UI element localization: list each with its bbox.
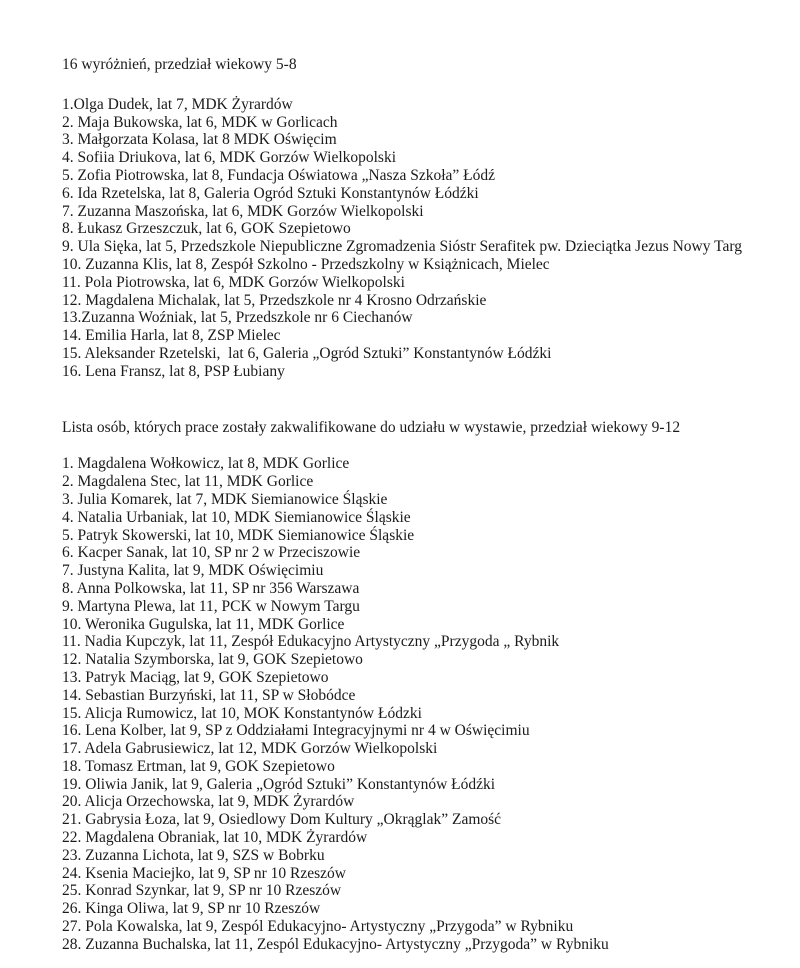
section-title-awards-5-8: 16 wyróżnień, przedział wiekowy 5-8 bbox=[62, 56, 297, 73]
list-item: 17. Adela Gabrusiewicz, lat 12, MDK Gorzów Wielkopolski bbox=[62, 740, 438, 758]
list-item: 7. Zuzanna Maszońska, lat 6, MDK Gorzów Wielkopolski bbox=[62, 202, 424, 220]
list-item: 21. Gabrysia Łoza, lat 9, Osiedlowy Dom Kultury „Okrąglak” Zamość bbox=[62, 811, 502, 829]
list-item: 1.Olga Dudek, lat 7, MDK Żyrardów bbox=[62, 95, 293, 113]
list-item: 4. Sofiia Driukova, lat 6, MDK Gorzów Wielkopolski bbox=[62, 149, 397, 167]
list-item: 11. Nadia Kupczyk, lat 11, Zespół Edukacyjno Artystyczny „Przygoda „ Rybnik bbox=[62, 633, 560, 651]
list-item: 10. Zuzanna Klis, lat 8, Zespół Szkolno - Przedszkolny w Książnicach, Mielec bbox=[62, 255, 550, 273]
list-item: 11. Pola Piotrowska, lat 6, MDK Gorzów Wielkopolski bbox=[62, 273, 405, 291]
list-item: 10. Weronika Gugulska, lat 11, MDK Gorlice bbox=[62, 615, 345, 633]
section-qualified-9-12 bbox=[62, 419, 800, 954]
list-item: 12. Natalia Szymborska, lat 9, GOK Szepietowo bbox=[62, 651, 363, 669]
list-item: 19. Oliwia Janik, lat 9, Galeria „Ogród Sztuki” Konstantynów Łódźki bbox=[62, 775, 496, 793]
list-item: 6. Kacper Sanak, lat 10, SP nr 2 w Przeciszowie bbox=[62, 544, 361, 562]
list-item: 3. Julia Komarek, lat 7, MDK Siemianowice Śląskie bbox=[62, 490, 388, 508]
list-item: 2. Magdalena Stec, lat 11, MDK Gorlice bbox=[62, 473, 314, 491]
list-item: 6. Ida Rzetelska, lat 8, Galeria Ogród Sztuki Konstantynów Łódźki bbox=[62, 184, 479, 202]
list-item: 26. Kinga Oliwa, lat 9, SP nr 10 Rzeszów bbox=[62, 900, 321, 918]
list-item: 16. Lena Kolber, lat 9, SP z Oddziałami Integracyjnymi nr 4 w Oświęcimiu bbox=[62, 722, 530, 740]
list-item: 22. Magdalena Obraniak, lat 10, MDK Żyrardów bbox=[62, 829, 368, 847]
list-item: 27. Pola Kowalska, lat 9, Zespól Edukacyjno- Artystyczny „Przygoda” w Rybniku bbox=[62, 918, 574, 936]
list-item: 16. Lena Fransz, lat 8, PSP Łubiany bbox=[62, 362, 285, 380]
document-page bbox=[62, 56, 800, 954]
list-item: 15. Alicja Rumowicz, lat 10, MOK Konstantynów Łódzki bbox=[62, 704, 422, 722]
list-item: 15. Aleksander Rzetelski, lat 6, Galeria „Ogród Sztuki” Konstantynów Łódźki bbox=[62, 344, 552, 362]
list-item: 14. Emilia Harla, lat 8, ZSP Mielec bbox=[62, 327, 281, 345]
list-item: 2. Maja Bukowska, lat 6, MDK w Gorlicach bbox=[62, 113, 338, 131]
list-item: 8. Anna Polkowska, lat 11, SP nr 356 Warszawa bbox=[62, 579, 360, 597]
list-item: 5. Zofia Piotrowska, lat 8, Fundacja Oświatowa „Nasza Szkoła” Łódź bbox=[62, 166, 496, 184]
list-item: 7. Justyna Kalita, lat 9, MDK Oświęcimiu bbox=[62, 562, 324, 580]
list-item: 12. Magdalena Michalak, lat 5, Przedszkole nr 4 Krosno Odrzańskie bbox=[62, 291, 487, 309]
list-item: 9. Martyna Plewa, lat 11, PCK w Nowym Targu bbox=[62, 597, 360, 615]
list-item: 9. Ula Sięka, lat 5, Przedszkole Niepubliczne Zgromadzenia Sióstr Serafitek pw. Dzieciątka Jezus Nowy Targ bbox=[62, 238, 742, 256]
list-item: 1. Magdalena Wołkowicz, lat 8, MDK Gorlice bbox=[62, 455, 350, 473]
list-item: 14. Sebastian Burzyński, lat 11, SP w Słobódce bbox=[62, 686, 356, 704]
list-item: 13. Patryk Maciąg, lat 9, GOK Szepietowo bbox=[62, 668, 329, 686]
list-item: 23. Zuzanna Lichota, lat 9, SZS w Bobrku bbox=[62, 846, 325, 864]
qualified-list-9-12 bbox=[62, 455, 800, 953]
section-title-qualified-9-12: Lista osób, których prace zostały zakwalifikowane do udziału w wystawie, przedział wiekowy 9-12 bbox=[62, 418, 681, 436]
list-item: 18. Tomasz Ertman, lat 9, GOK Szepietowo bbox=[62, 757, 335, 775]
list-item: 8. Łukasz Grzeszczuk, lat 6, GOK Szepietowo bbox=[62, 220, 351, 238]
list-item: 20. Alicja Orzechowska, lat 9, MDK Żyrardów bbox=[62, 793, 355, 811]
list-item: 24. Ksenia Maciejko, lat 9, SP nr 10 Rzeszów bbox=[62, 864, 346, 882]
list-item: 13.Zuzanna Woźniak, lat 5, Przedszkole nr 6 Ciechanów bbox=[62, 309, 413, 327]
list-item: 5. Patryk Skowerski, lat 10, MDK Siemianowice Śląskie bbox=[62, 526, 415, 544]
list-item: 25. Konrad Szynkar, lat 9, SP nr 10 Rzeszów bbox=[62, 882, 342, 900]
list-item: 4. Natalia Urbaniak, lat 10, MDK Siemianowice Śląskie bbox=[62, 508, 411, 526]
section-awards-5-8 bbox=[62, 56, 800, 381]
list-item: 28. Zuzanna Buchalska, lat 11, Zespól Edukacyjno- Artystyczny „Przygoda” w Rybniku bbox=[62, 935, 609, 953]
list-item: 3. Małgorzata Kolasa, lat 8 MDK Oświęcim bbox=[62, 131, 337, 149]
awards-list-5-8 bbox=[62, 96, 800, 381]
